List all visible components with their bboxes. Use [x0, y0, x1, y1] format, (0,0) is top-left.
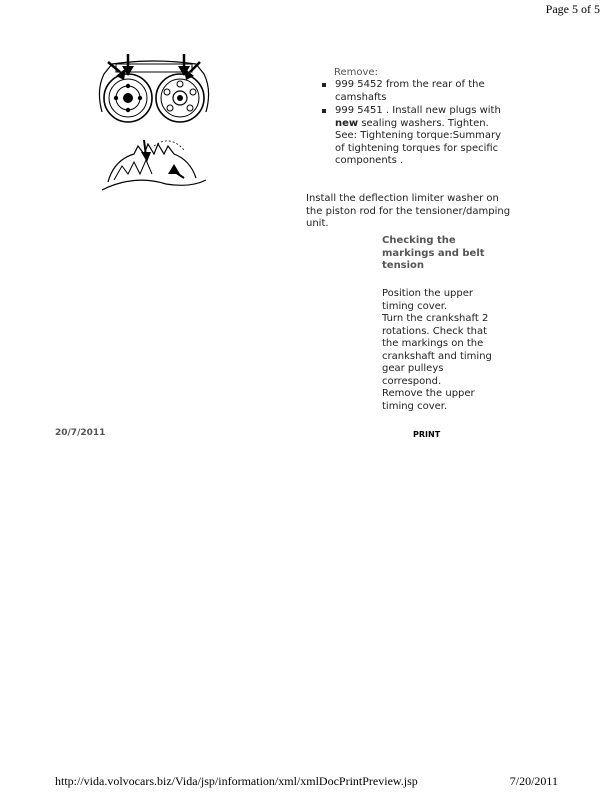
remove-list [320, 79, 510, 169]
list-item-text: 999 5452 from the rear of the camshafts [335, 79, 485, 103]
page-print-date: 7/20/2011 [509, 774, 558, 788]
list-item-text-start: 999 5451 . Install new plugs with [335, 105, 501, 116]
bullet-icon [322, 109, 326, 113]
list-item [320, 105, 510, 168]
print-label: PRINT [413, 430, 441, 439]
list-item-text-end: sealing washers. Tighten. See: Tightening torque:Summary of tightening torques for specific components . [335, 117, 502, 166]
procedure-steps [382, 288, 502, 413]
page-url: http://vida.volvocars.biz/Vida/jsp/information/xml/xmlDocPrintPreview.jsp [55, 774, 418, 788]
footer-date: 20/7/2011 [55, 428, 106, 438]
camshaft-timing-illustration [94, 50, 214, 198]
list-item [320, 79, 510, 104]
page-indicator: Page 5 of 5 [545, 2, 600, 16]
section-heading: Checking the markings and belt tension [382, 235, 485, 271]
bullet-icon [322, 83, 326, 87]
procedure-step: Remove the upper timing cover. [382, 388, 475, 412]
remove-label: Remove: [334, 67, 378, 78]
procedure-step: Position the upper timing cover. [382, 288, 474, 312]
emphasis-new: new [335, 117, 359, 129]
deflection-instruction: Install the deflection limiter washer on the piston rod for the tensioner/damping unit. [306, 193, 511, 229]
procedure-step: Turn the crankshaft 2 rotations. Check that the markings on the crankshaft and timing gear pulleys correspond. [382, 313, 492, 387]
